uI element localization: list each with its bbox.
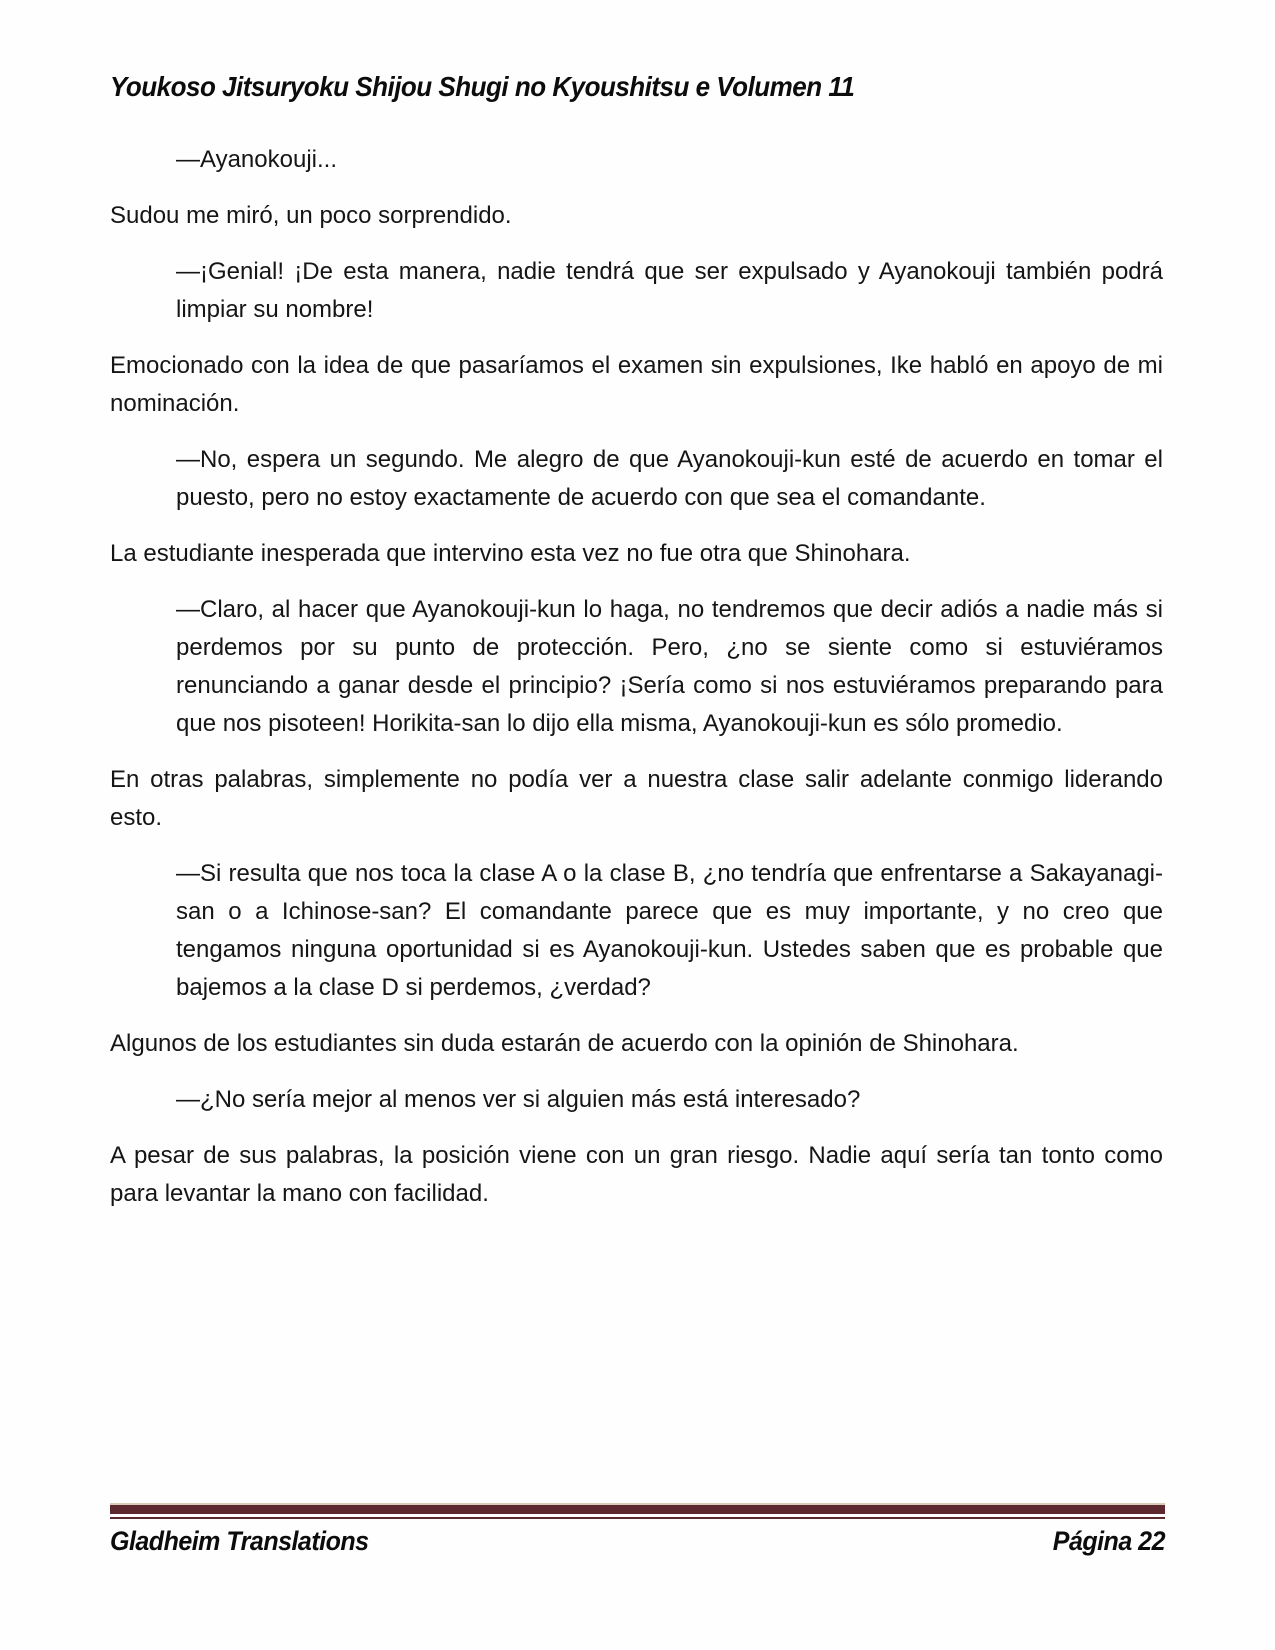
footer-translator-credit: Gladheim Translations [110,1526,369,1557]
paragraph-dialogue: —No, espera un segundo. Me alegro de que Ayanokouji-kun esté de acuerdo en tomar el puesto, pero no estoy exactamente de acuerdo con que sea el comandante. [176,446,1163,511]
paragraph-dialogue: —¡Genial! ¡De esta manera, nadie tendrá que ser expulsado y Ayanokouji también podrá limpiar su nombre! [176,258,1163,323]
paragraph-dialogue: —Claro, al hacer que Ayanokouji-kun lo haga, no tendremos que decir adiós a nadie más si perdemos por su punto de protección. Pero, ¿no se siente como si estuviéramos renunciando a ganar desde el principio? ¡Sería como si nos estuviéramos preparando para que nos pisoteen! Horikita-san lo dijo ella misma, Ayanokouji-kun es sólo promedio. [176,596,1163,737]
page-footer [110,1526,1165,1555]
footer-rule-thick-line [110,1505,1165,1514]
footer-page-number: Página 22 [1052,1526,1165,1557]
paragraph-dialogue: —¿No sería mejor al menos ver si alguien más está interesado? [176,1086,861,1113]
footer-rule-thin-line [110,1517,1165,1519]
paragraph-narration: En otras palabras, simplemente no podía ver a nuestra clase salir adelante conmigo liderando esto. [110,766,1163,831]
footer-rule [110,1503,1165,1519]
page-body [110,141,1163,1231]
paragraph-dialogue: —Si resulta que nos toca la clase A o la clase B, ¿no tendría que enfrentarse a Sakayanagi-san o a Ichinose-san? El comandante parece que es muy importante, y no creo que tengamos ninguna oportunidad si es Ayanokouji-kun. Ustedes saben que es probable que bajemos a la clase D si perdemos, ¿verdad? [176,860,1163,1001]
page-header [110,70,1163,101]
paragraph-dialogue: —Ayanokouji... [176,146,337,173]
paragraph-narration: Sudou me miró, un poco sorprendido. [110,202,512,229]
paragraph-narration: La estudiante inesperada que intervino esta vez no fue otra que Shinohara. [110,540,911,567]
paragraph-narration: A pesar de sus palabras, la posición viene con un gran riesgo. Nadie aquí sería tan tonto como para levantar la mano con facilidad. [110,1142,1163,1207]
paragraph-narration: Algunos de los estudiantes sin duda estarán de acuerdo con la opinión de Shinohara. [110,1030,1019,1057]
header-title: Youkoso Jitsuryoku Shijou Shugi no Kyoushitsu e Volumen 11 [110,70,855,103]
paragraph-narration: Emocionado con la idea de que pasaríamos el examen sin expulsiones, Ike habló en apoyo de mi nominación. [110,352,1163,417]
